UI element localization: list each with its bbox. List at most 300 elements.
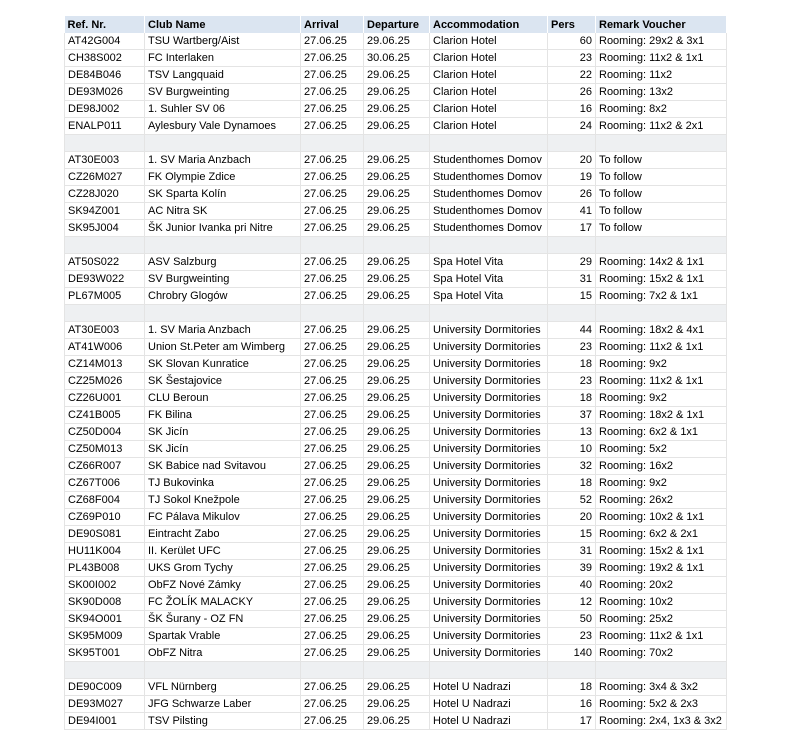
cell-departure: 29.06.25: [364, 424, 430, 441]
cell-accommodation: Clarion Hotel: [430, 33, 548, 50]
cell-arrival: 27.06.25: [301, 441, 364, 458]
table-row: [65, 577, 727, 594]
cell-pers: 17: [548, 220, 596, 237]
cell-club-name: 1. SV Maria Anzbach: [145, 322, 301, 339]
cell-departure: 29.06.25: [364, 577, 430, 594]
cell-accommodation: University Dormitories: [430, 407, 548, 424]
cell-arrival: 27.06.25: [301, 560, 364, 577]
spacer-cell: [145, 305, 301, 322]
cell-ref-nr: PL43B008: [65, 560, 145, 577]
group-spacer-row: [65, 135, 727, 152]
spacer-cell: [430, 305, 548, 322]
header-pers: Pers: [548, 16, 596, 33]
cell-club-name: SV Burgweinting: [145, 84, 301, 101]
cell-arrival: 27.06.25: [301, 594, 364, 611]
cell-ref-nr: DE94I001: [65, 713, 145, 730]
spacer-cell: [364, 135, 430, 152]
cell-remark-voucher: Rooming: 10x2 & 1x1: [596, 509, 727, 526]
cell-accommodation: University Dormitories: [430, 339, 548, 356]
cell-club-name: ŠK Šurany - OZ FN: [145, 611, 301, 628]
table-row: [65, 152, 727, 169]
cell-remark-voucher: Rooming: 18x2 & 4x1: [596, 322, 727, 339]
table-row: [65, 560, 727, 577]
cell-ref-nr: AT41W006: [65, 339, 145, 356]
cell-pers: 15: [548, 288, 596, 305]
cell-club-name: JFG Schwarze Laber: [145, 696, 301, 713]
table-row: [65, 679, 727, 696]
cell-pers: 18: [548, 679, 596, 696]
cell-departure: 29.06.25: [364, 713, 430, 730]
table-row: [65, 254, 727, 271]
cell-club-name: ŠK Junior Ivanka pri Nitre: [145, 220, 301, 237]
table-row: [65, 458, 727, 475]
spacer-cell: [596, 305, 727, 322]
cell-remark-voucher: Rooming: 15x2 & 1x1: [596, 271, 727, 288]
cell-ref-nr: CZ41B005: [65, 407, 145, 424]
cell-departure: 29.06.25: [364, 84, 430, 101]
cell-accommodation: University Dormitories: [430, 373, 548, 390]
cell-departure: 29.06.25: [364, 288, 430, 305]
cell-ref-nr: SK95J004: [65, 220, 145, 237]
spacer-cell: [430, 237, 548, 254]
table-row: [65, 186, 727, 203]
cell-ref-nr: SK90D008: [65, 594, 145, 611]
cell-club-name: Chrobry Glogów: [145, 288, 301, 305]
cell-club-name: AC Nitra SK: [145, 203, 301, 220]
cell-accommodation: University Dormitories: [430, 611, 548, 628]
table-row: [65, 169, 727, 186]
cell-accommodation: University Dormitories: [430, 628, 548, 645]
cell-pers: 37: [548, 407, 596, 424]
cell-departure: 29.06.25: [364, 441, 430, 458]
table-row: [65, 390, 727, 407]
cell-pers: 23: [548, 628, 596, 645]
cell-accommodation: Spa Hotel Vita: [430, 254, 548, 271]
cell-arrival: 27.06.25: [301, 203, 364, 220]
cell-accommodation: University Dormitories: [430, 441, 548, 458]
cell-arrival: 27.06.25: [301, 101, 364, 118]
cell-remark-voucher: Rooming: 13x2: [596, 84, 727, 101]
cell-departure: 29.06.25: [364, 101, 430, 118]
cell-remark-voucher: Rooming: 14x2 & 1x1: [596, 254, 727, 271]
spacer-cell: [145, 237, 301, 254]
cell-arrival: 27.06.25: [301, 713, 364, 730]
cell-departure: 29.06.25: [364, 33, 430, 50]
cell-arrival: 27.06.25: [301, 407, 364, 424]
cell-departure: 29.06.25: [364, 560, 430, 577]
group-spacer-row: [65, 305, 727, 322]
cell-departure: 29.06.25: [364, 322, 430, 339]
cell-departure: 29.06.25: [364, 594, 430, 611]
table-row: [65, 101, 727, 118]
table-row: [65, 84, 727, 101]
spacer-cell: [596, 135, 727, 152]
cell-remark-voucher: Rooming: 16x2: [596, 458, 727, 475]
spacer-cell: [430, 662, 548, 679]
cell-accommodation: Studenthomes Domov: [430, 220, 548, 237]
cell-accommodation: Spa Hotel Vita: [430, 271, 548, 288]
cell-ref-nr: AT42G004: [65, 33, 145, 50]
cell-remark-voucher: Rooming: 18x2 & 1x1: [596, 407, 727, 424]
spacer-cell: [145, 135, 301, 152]
cell-arrival: 27.06.25: [301, 696, 364, 713]
cell-arrival: 27.06.25: [301, 288, 364, 305]
header-remark-voucher: Remark Voucher: [596, 16, 727, 33]
cell-departure: 29.06.25: [364, 526, 430, 543]
cell-club-name: SK Slovan Kunratice: [145, 356, 301, 373]
cell-ref-nr: CZ50M013: [65, 441, 145, 458]
cell-club-name: TJ Sokol Knežpole: [145, 492, 301, 509]
cell-arrival: 27.06.25: [301, 84, 364, 101]
cell-arrival: 27.06.25: [301, 577, 364, 594]
table-row: [65, 118, 727, 135]
cell-arrival: 27.06.25: [301, 118, 364, 135]
cell-ref-nr: ENALP011: [65, 118, 145, 135]
cell-pers: 40: [548, 577, 596, 594]
cell-club-name: Spartak Vrable: [145, 628, 301, 645]
spacer-cell: [65, 237, 145, 254]
header-departure: Departure: [364, 16, 430, 33]
cell-departure: 29.06.25: [364, 509, 430, 526]
cell-pers: 20: [548, 509, 596, 526]
cell-arrival: 27.06.25: [301, 509, 364, 526]
cell-club-name: TJ Bukovinka: [145, 475, 301, 492]
cell-departure: 29.06.25: [364, 356, 430, 373]
cell-accommodation: University Dormitories: [430, 475, 548, 492]
cell-arrival: 27.06.25: [301, 152, 364, 169]
cell-remark-voucher: Rooming: 5x2: [596, 441, 727, 458]
cell-departure: 29.06.25: [364, 475, 430, 492]
cell-arrival: 27.06.25: [301, 169, 364, 186]
cell-ref-nr: DE93W022: [65, 271, 145, 288]
cell-departure: 29.06.25: [364, 203, 430, 220]
cell-pers: 140: [548, 645, 596, 662]
cell-remark-voucher: Rooming: 2x4, 1x3 & 3x2: [596, 713, 727, 730]
cell-remark-voucher: To follow: [596, 220, 727, 237]
cell-accommodation: University Dormitories: [430, 424, 548, 441]
spacer-cell: [364, 237, 430, 254]
header-club-name: Club Name: [145, 16, 301, 33]
cell-club-name: Union St.Peter am Wimberg: [145, 339, 301, 356]
cell-ref-nr: DE93M027: [65, 696, 145, 713]
cell-club-name: 1. SV Maria Anzbach: [145, 152, 301, 169]
cell-accommodation: Clarion Hotel: [430, 84, 548, 101]
cell-club-name: SK Babice nad Svitavou: [145, 458, 301, 475]
spacer-cell: [548, 305, 596, 322]
cell-arrival: 27.06.25: [301, 390, 364, 407]
table-row: [65, 441, 727, 458]
cell-pers: 18: [548, 475, 596, 492]
cell-pers: 22: [548, 67, 596, 84]
cell-pers: 23: [548, 373, 596, 390]
cell-ref-nr: DE90S081: [65, 526, 145, 543]
cell-accommodation: Clarion Hotel: [430, 50, 548, 67]
cell-remark-voucher: To follow: [596, 152, 727, 169]
cell-accommodation: University Dormitories: [430, 560, 548, 577]
table-row: [65, 373, 727, 390]
cell-club-name: ASV Salzburg: [145, 254, 301, 271]
cell-arrival: 27.06.25: [301, 475, 364, 492]
cell-departure: 29.06.25: [364, 220, 430, 237]
cell-arrival: 27.06.25: [301, 611, 364, 628]
cell-pers: 52: [548, 492, 596, 509]
cell-pers: 31: [548, 271, 596, 288]
cell-accommodation: Hotel U Nadrazi: [430, 696, 548, 713]
cell-ref-nr: SK95T001: [65, 645, 145, 662]
cell-arrival: 27.06.25: [301, 543, 364, 560]
cell-remark-voucher: Rooming: 70x2: [596, 645, 727, 662]
cell-departure: 29.06.25: [364, 373, 430, 390]
cell-accommodation: Studenthomes Domov: [430, 169, 548, 186]
spacer-cell: [301, 305, 364, 322]
cell-pers: 17: [548, 713, 596, 730]
cell-accommodation: Hotel U Nadrazi: [430, 713, 548, 730]
cell-ref-nr: CZ66R007: [65, 458, 145, 475]
cell-departure: 29.06.25: [364, 169, 430, 186]
table-row: [65, 424, 727, 441]
cell-arrival: 27.06.25: [301, 526, 364, 543]
table-row: [65, 543, 727, 560]
cell-club-name: II. Kerület UFC: [145, 543, 301, 560]
cell-ref-nr: CZ50D004: [65, 424, 145, 441]
cell-accommodation: University Dormitories: [430, 390, 548, 407]
cell-departure: 30.06.25: [364, 50, 430, 67]
cell-departure: 29.06.25: [364, 186, 430, 203]
cell-club-name: TSV Pilsting: [145, 713, 301, 730]
cell-club-name: FC Interlaken: [145, 50, 301, 67]
cell-departure: 29.06.25: [364, 339, 430, 356]
header-ref-nr: Ref. Nr.: [65, 16, 145, 33]
table-row: [65, 271, 727, 288]
cell-departure: 29.06.25: [364, 271, 430, 288]
cell-arrival: 27.06.25: [301, 220, 364, 237]
cell-pers: 26: [548, 186, 596, 203]
cell-departure: 29.06.25: [364, 254, 430, 271]
spacer-cell: [548, 237, 596, 254]
cell-pers: 31: [548, 543, 596, 560]
cell-arrival: 27.06.25: [301, 186, 364, 203]
cell-arrival: 27.06.25: [301, 645, 364, 662]
cell-pers: 16: [548, 696, 596, 713]
cell-arrival: 27.06.25: [301, 322, 364, 339]
cell-ref-nr: CZ26U001: [65, 390, 145, 407]
cell-club-name: SK Jicín: [145, 441, 301, 458]
spacer-cell: [65, 135, 145, 152]
cell-accommodation: University Dormitories: [430, 509, 548, 526]
cell-remark-voucher: Rooming: 19x2 & 1x1: [596, 560, 727, 577]
cell-departure: 29.06.25: [364, 407, 430, 424]
cell-arrival: 27.06.25: [301, 424, 364, 441]
cell-remark-voucher: Rooming: 9x2: [596, 356, 727, 373]
cell-accommodation: University Dormitories: [430, 356, 548, 373]
cell-ref-nr: SK94O001: [65, 611, 145, 628]
cell-departure: 29.06.25: [364, 67, 430, 84]
cell-arrival: 27.06.25: [301, 67, 364, 84]
cell-departure: 29.06.25: [364, 696, 430, 713]
cell-accommodation: University Dormitories: [430, 645, 548, 662]
cell-remark-voucher: Rooming: 9x2: [596, 390, 727, 407]
cell-departure: 29.06.25: [364, 458, 430, 475]
cell-pers: 15: [548, 526, 596, 543]
cell-accommodation: Studenthomes Domov: [430, 186, 548, 203]
table-row: [65, 203, 727, 220]
cell-pers: 23: [548, 50, 596, 67]
table-row: [65, 696, 727, 713]
cell-club-name: FC ŽOLÍK MALACKY: [145, 594, 301, 611]
cell-arrival: 27.06.25: [301, 492, 364, 509]
table-row: [65, 628, 727, 645]
spacer-cell: [596, 237, 727, 254]
header-row: [65, 16, 727, 33]
spacer-cell: [596, 662, 727, 679]
table-row: [65, 356, 727, 373]
cell-accommodation: University Dormitories: [430, 322, 548, 339]
cell-pers: 26: [548, 84, 596, 101]
cell-pers: 19: [548, 169, 596, 186]
cell-accommodation: University Dormitories: [430, 526, 548, 543]
spacer-cell: [145, 662, 301, 679]
cell-arrival: 27.06.25: [301, 373, 364, 390]
cell-ref-nr: CZ26M027: [65, 169, 145, 186]
cell-arrival: 27.06.25: [301, 33, 364, 50]
cell-club-name: SK Sparta Kolín: [145, 186, 301, 203]
cell-remark-voucher: Rooming: 11x2: [596, 67, 727, 84]
cell-ref-nr: CH38S002: [65, 50, 145, 67]
cell-pers: 44: [548, 322, 596, 339]
cell-pers: 41: [548, 203, 596, 220]
cell-accommodation: Studenthomes Domov: [430, 203, 548, 220]
spacer-cell: [430, 135, 548, 152]
cell-ref-nr: CZ68F004: [65, 492, 145, 509]
cell-ref-nr: DE98J002: [65, 101, 145, 118]
cell-departure: 29.06.25: [364, 152, 430, 169]
table-row: [65, 713, 727, 730]
table-row: [65, 322, 727, 339]
cell-accommodation: Clarion Hotel: [430, 67, 548, 84]
cell-departure: 29.06.25: [364, 628, 430, 645]
cell-accommodation: Hotel U Nadrazi: [430, 679, 548, 696]
cell-remark-voucher: To follow: [596, 169, 727, 186]
cell-accommodation: Spa Hotel Vita: [430, 288, 548, 305]
cell-remark-voucher: Rooming: 5x2 & 2x3: [596, 696, 727, 713]
cell-remark-voucher: To follow: [596, 203, 727, 220]
cell-club-name: SK Šestajovice: [145, 373, 301, 390]
cell-club-name: SV Burgweinting: [145, 271, 301, 288]
spacer-cell: [65, 662, 145, 679]
cell-remark-voucher: Rooming: 25x2: [596, 611, 727, 628]
cell-ref-nr: AT50S022: [65, 254, 145, 271]
cell-departure: 29.06.25: [364, 543, 430, 560]
group-spacer-row: [65, 662, 727, 679]
cell-remark-voucher: Rooming: 26x2: [596, 492, 727, 509]
cell-arrival: 27.06.25: [301, 271, 364, 288]
cell-pers: 39: [548, 560, 596, 577]
header-arrival: Arrival: [301, 16, 364, 33]
cell-pers: 24: [548, 118, 596, 135]
cell-remark-voucher: Rooming: 7x2 & 1x1: [596, 288, 727, 305]
spacer-cell: [301, 662, 364, 679]
cell-ref-nr: DE90C009: [65, 679, 145, 696]
cell-club-name: UKS Grom Tychy: [145, 560, 301, 577]
spacer-cell: [364, 662, 430, 679]
table-row: [65, 645, 727, 662]
spacer-cell: [301, 135, 364, 152]
cell-remark-voucher: Rooming: 29x2 & 3x1: [596, 33, 727, 50]
cell-club-name: FK Bilina: [145, 407, 301, 424]
table-row: [65, 526, 727, 543]
cell-club-name: TSV Langquaid: [145, 67, 301, 84]
cell-club-name: VFL Nürnberg: [145, 679, 301, 696]
cell-ref-nr: CZ28J020: [65, 186, 145, 203]
cell-pers: 13: [548, 424, 596, 441]
cell-pers: 20: [548, 152, 596, 169]
cell-remark-voucher: Rooming: 10x2: [596, 594, 727, 611]
spreadsheet: [64, 16, 726, 730]
cell-accommodation: University Dormitories: [430, 577, 548, 594]
group-spacer-row: [65, 237, 727, 254]
cell-ref-nr: CZ25M026: [65, 373, 145, 390]
cell-arrival: 27.06.25: [301, 254, 364, 271]
cell-remark-voucher: To follow: [596, 186, 727, 203]
cell-remark-voucher: Rooming: 3x4 & 3x2: [596, 679, 727, 696]
cell-remark-voucher: Rooming: 6x2 & 2x1: [596, 526, 727, 543]
cell-remark-voucher: Rooming: 8x2: [596, 101, 727, 118]
cell-remark-voucher: Rooming: 11x2 & 1x1: [596, 628, 727, 645]
table-row: [65, 67, 727, 84]
cell-departure: 29.06.25: [364, 611, 430, 628]
cell-club-name: 1. Suhler SV 06: [145, 101, 301, 118]
cell-club-name: Aylesbury Vale Dynamoes: [145, 118, 301, 135]
cell-ref-nr: HU11K004: [65, 543, 145, 560]
table-row: [65, 492, 727, 509]
cell-ref-nr: SK95M009: [65, 628, 145, 645]
cell-departure: 29.06.25: [364, 492, 430, 509]
cell-accommodation: University Dormitories: [430, 594, 548, 611]
cell-remark-voucher: Rooming: 20x2: [596, 577, 727, 594]
cell-club-name: FK Olympie Zdice: [145, 169, 301, 186]
cell-club-name: ObFZ Nové Zámky: [145, 577, 301, 594]
table-row: [65, 288, 727, 305]
cell-remark-voucher: Rooming: 9x2: [596, 475, 727, 492]
table-row: [65, 220, 727, 237]
cell-accommodation: Clarion Hotel: [430, 118, 548, 135]
cell-arrival: 27.06.25: [301, 339, 364, 356]
accommodation-table: [64, 16, 727, 730]
cell-ref-nr: SK94Z001: [65, 203, 145, 220]
cell-club-name: Eintracht Zabo: [145, 526, 301, 543]
cell-pers: 18: [548, 390, 596, 407]
cell-ref-nr: AT30E003: [65, 322, 145, 339]
cell-club-name: FC Pálava Mikulov: [145, 509, 301, 526]
cell-club-name: SK Jicín: [145, 424, 301, 441]
cell-ref-nr: PL67M005: [65, 288, 145, 305]
table-row: [65, 475, 727, 492]
cell-ref-nr: DE93M026: [65, 84, 145, 101]
cell-remark-voucher: Rooming: 11x2 & 1x1: [596, 339, 727, 356]
cell-departure: 29.06.25: [364, 679, 430, 696]
cell-pers: 32: [548, 458, 596, 475]
spacer-cell: [65, 305, 145, 322]
cell-pers: 50: [548, 611, 596, 628]
table-row: [65, 407, 727, 424]
cell-accommodation: University Dormitories: [430, 492, 548, 509]
table-row: [65, 339, 727, 356]
cell-remark-voucher: Rooming: 6x2 & 1x1: [596, 424, 727, 441]
cell-pers: 12: [548, 594, 596, 611]
cell-remark-voucher: Rooming: 11x2 & 1x1: [596, 50, 727, 67]
cell-club-name: TSU Wartberg/Aist: [145, 33, 301, 50]
cell-pers: 60: [548, 33, 596, 50]
